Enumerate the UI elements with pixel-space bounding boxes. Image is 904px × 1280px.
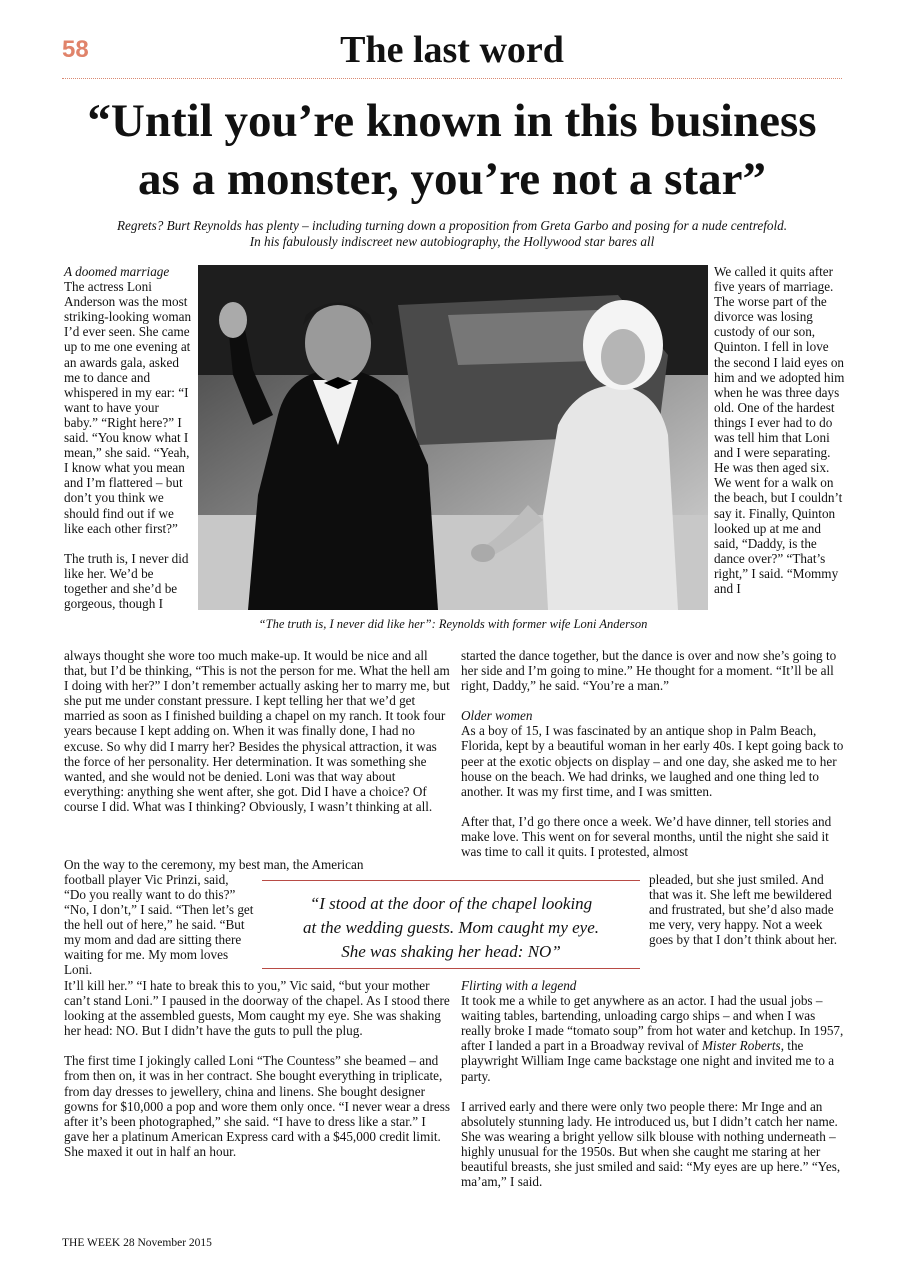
left-column-lower <box>64 978 450 1159</box>
pull-quote-bottom-rule <box>262 968 640 969</box>
photo-illustration <box>198 265 708 610</box>
footer-issue-date: THE WEEK 28 November 2015 <box>62 1237 212 1249</box>
right-column-wrap-around-quote <box>649 872 844 947</box>
paragraph: The actress Loni Anderson was the most striking-looking woman I’d ever seen. She came up to me one evening at an awards gala, asked me to dance and whispered in my ear: “I want to have your baby.” “Right here?” I said. “You know what I mean,” she said. “Yeah, I know what you mean and I’m flattered – but don’t you think we should find out if we like each other first?” <box>64 279 192 536</box>
paragraph: The first time I jokingly called Loni “The Countess” she beamed – and from then on, it was in her contract. She bought everything in triplicate, from day dresses to jewellery, china and linens. She bought designer gowns for $10,000 a pop and wore them only once. “I never wear a dress after it’s been photographed,” she said. “I have to dress like a star.” I gave her a platinum American Express card with a $45,000 credit limit. She maxed it out in half an hour. <box>64 1053 450 1159</box>
left-column-paragraph-start <box>64 857 404 887</box>
header-divider <box>62 78 842 79</box>
right-column-lower <box>461 978 844 1189</box>
caption-quote: “The truth is, I never did like her”: <box>258 617 439 631</box>
right-narrow-column <box>714 264 846 596</box>
headline <box>40 92 864 208</box>
standfirst-line-2: In his fabulously indiscreet new autobiography, the Hollywood star bares all <box>249 234 655 249</box>
right-wide-column <box>461 648 844 859</box>
left-column-wrap-around-quote <box>64 887 258 978</box>
paragraph: I arrived early and there were only two people there: Mr Inge and an absolutely stunning lady. He introduced us, but I didn’t catch her name. She was wearing a bright yellow silk blouse with nothing underneath – highly unusual for the 1950s. But when she caught me staring at her beautiful breasts, she just smiled and said: “My eyes are up here.” “Yes, ma’am,” I said. <box>461 1098 841 1190</box>
subhead-doomed-marriage: A doomed marriage <box>64 264 170 279</box>
paragraph: As a boy of 15, I was fascinated by an antique shop in Palm Beach, Florida, kept by a beautiful woman in her early 40s. I kept going back to peer at the exotic objects on display – and one day, she asked me to her house on the beach. We had drinks, we laughed and one thing led to another. It was my first time, and I was smitten. <box>461 723 844 799</box>
pull-quote-top-rule <box>262 880 640 881</box>
headline-line-2: as a monster, you’re not a star” <box>138 153 766 205</box>
subhead-flirting-with-a-legend: Flirting with a legend <box>461 978 577 993</box>
play-title: Mister Roberts <box>701 1038 781 1054</box>
pull-quote-line-3: She was shaking her head: NO” <box>341 942 561 961</box>
pull-quote <box>262 892 640 964</box>
caption-text: Reynolds with former wife Loni Anderson <box>438 617 648 631</box>
photo-caption <box>198 617 708 632</box>
left-wide-column <box>64 648 450 814</box>
paragraph: After that, I’d go there once a week. We’d have dinner, tell stories and make love. This went on for several months, until the night she said it was time to call it quits. I protested, almost <box>461 813 832 860</box>
paragraph: On the way to the ceremony, my best man, the American football player Vic Prinzi, said, <box>64 857 364 888</box>
paragraph-text: , the playwright William Inge came backstage one night and invited me to a party. <box>461 1038 835 1084</box>
pull-quote-line-1: “I stood at the door of the chapel looking <box>309 894 593 913</box>
paragraph: pleaded, but she just smiled. And that was it. She left me bewildered and frustrated, but she’d also made me very, very happy. Not a week goes by that I don’t think about her. <box>649 872 838 948</box>
headline-line-1: “Until you’re known in this business <box>87 95 817 147</box>
page-number: 58 <box>62 36 89 63</box>
paragraph: It’ll kill her.” “I hate to break this to you,” Vic said, “but your mother can’t stand Loni.” I paused in the doorway of the chapel. As I stood there looking at the assembled guests, Mom caught my eye. She was shaking her head: NO. But I didn’t have the guts to pull the plug. <box>64 978 450 1039</box>
section-title: The last word <box>340 29 564 71</box>
subhead-older-women: Older women <box>461 708 533 724</box>
pull-quote-line-2: at the wedding guests. Mom caught my eye. <box>302 918 599 937</box>
paragraph: The truth is, I never did like her. We’d be together and she’d be gorgeous, though I <box>64 550 189 611</box>
left-narrow-column <box>64 264 192 611</box>
standfirst-line-1: Regrets? Burt Reynolds has plenty – including turning down a proposition from Greta Garbo and posing for a nude centrefold. <box>116 218 788 233</box>
paragraph: “Do you really want to do this?” “No, I don’t,” I said. “Then let’s get the hell out of here,” he said. “But my mom and dad are sitting there waiting for me. My mom loves Loni. <box>64 887 254 978</box>
photo-reynolds-anderson <box>198 265 708 610</box>
paragraph: started the dance together, but the dance is over and now she’s going to her side and I’m going to mine.” He thought for a moment. “It’ll be all right, Daddy,” he said. “You’re a man.” <box>461 648 837 694</box>
standfirst <box>60 218 844 250</box>
paragraph-text: It took me a while to get anywhere as an actor. I had the usual jobs – waiting tables, bartending, unloading cargo ships – and when I was really broke I made “tomato soup” from hot water and ketchup. In 1957, after I landed a part in a Broadway revival of <box>461 993 844 1054</box>
paragraph <box>461 993 844 1084</box>
paragraph: We called it quits after five years of marriage. The worse part of the divorce was losing custody of our son, Quinton. I fell in love the second I laid eyes on him and we adopted him when he was three days old. One of the hardest things I ever had to do was tell him that Loni and I were separating. He was then aged six. We went for a walk on the beach, but I couldn’t say it. Finally, Quinton looked up at me and said, “Daddy, is the dance over?” “That’s right,” I said. “Mommy and I <box>714 264 845 596</box>
paragraph: always thought she wore too much make-up. It would be nice and all that, but I’d be thinking, “This is not the person for me. What the hell am I doing with her?” I don’t remember actually asking her to marry me, but she put me under constant pressure. I kept telling her that we’d get married as soon as I finished building a chapel on my ranch. It took four years because I kept adding on. When it was finally done, I had no excuse. So why did I marry her? Besides the physical attraction, it was the force of her personality. Her determination. It was something she wanted, and she would not be denied. Loni was that way about everything: anything she went after, she got. Did I have a choice? Of course I did. What was I thinking? Obviously, I wasn’t thinking at all. <box>64 648 450 814</box>
